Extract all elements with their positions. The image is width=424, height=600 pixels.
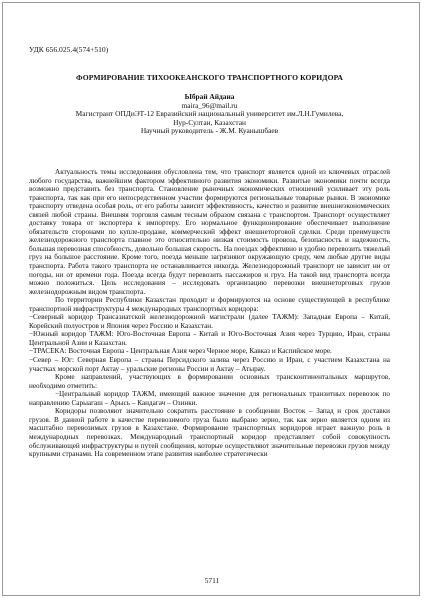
udk-code: УДК 656.025.4(574+510) — [29, 45, 109, 54]
article-body — [29, 168, 390, 459]
author-name: Ыбрай Айдана — [184, 92, 235, 101]
list-item-north-corridor: −Северный коридор Трансазиатской железнодорожной магистрали (далее ТАЖМ): Западная Европа – Китай, Корейский полуостров и Япония через Россию и Казахстан. — [29, 313, 390, 330]
list-item-south-corridor: −Южный коридор ТАЖМ: Юго-Восточная Европа - Китай и Юго-Восточная Азия через Турцию, Иран, страны Центральной Азии и Казахстан. — [29, 330, 390, 347]
supervisor: Научный руководитель - Ж.М. Куанышбаев — [140, 126, 279, 136]
paragraph-corridors-benefits: Коридоры позволяют значительно сократить расстояние в сообщении Восток – Запад и срок доставки грузов. В данной работе в качестве перевозимого груза было выбрано зерно, так как зерно является одним из масштабно перевозимых грузов в Казахстане. Формирование транспортных коридоров играет важную роль в международных перевозках. Международный транспортный коридор представляет собой совокупность обслуживающей инфраструктуры и путей сообщения, которые осуществляют значительные перевозки грузов между крупными странами. На современном этапе развития наиболее стратегически — [29, 407, 390, 459]
author-block — [29, 93, 390, 136]
document-page — [2, 2, 420, 596]
paragraph-relevance: Актуальность темы исследования обусловлена тем, что транспорт является одной из ключевых отраслей любого государства, важнейшим фактором эффективного развития экономики. Развитые экономики почти всегда возможно представить без транспорта. Становление рыночных экономических отношений усиливает эту роль транспорта, так как при его непосредственном участии формируются региональные товарные рынки. В экономике транспорту отведена особая роль, от его работы зависит эффективность, качество и развитие внешнеэкономических связей любой страны. Внешняя торговля самым тесным образом связана с транспортом. Транспорт осуществляет доставку товара от экспортера к импортеру. Его нормальное функционирование обеспечивает выполнение обязательств сторонами по купле-продаже, коммерческий эффект внешнеторговой сделки. Среди преимуществ железнодорожного транспорта главное это относительно низкая стоимость провоза, безопасность и надежность, большая перевозная способность, довольно большая скорость. На поездах эффективно и удобно перевозить тяжелый груз на большое расстояние. Кроме того, поезда меньше загрязняют окружающую среду, чем любые другие виды транспорта. Работа такого транспорта не останавливается никогда. Железнодорожный транспорт не зависит ни от погоды, ни от времени года. Поезда всегда будут перевозить пассажиров и груз. На такой вид транспорта всегда можно положиться. Цель исследования – исследовать организацию перевозки внешнеторговых грузов железнодорожным видом транспорта. — [29, 168, 390, 296]
list-item-traseca: −ТРАСЕКА: Восточная Европа - Центральная Азия через Черное море, Кавказ и Каспийское море. — [29, 347, 332, 356]
paragraph-corridors-intro: По территории Республики Казахстан проходит и формируются на основе существующей в республике транспортной инфраструктуры 4 международных транспортных коридора: — [29, 296, 390, 313]
list-item-central-corridor: −Центральный коридор ТАЖМ, имеющий важное значение для региональных транзитных перевозок по направлению Сарыагаш – Арысь – Кандагач – Озинки. — [29, 390, 390, 407]
list-item-north-south: −Север – Юг: Северная Европа – страны Персидского залива через Россию и Иран, с участием Казахстана на участках морской порт Актау – уральские регионы России и Актау – Атырау. — [29, 356, 390, 373]
article-title: ФОРМИРОВАНИЕ ТИХООКЕАНСКОГО ТРАНСПОРТНОГО КОРИДОРА — [76, 73, 343, 82]
author-location: Нур-Султан, Казахстан — [173, 117, 246, 127]
page-number: 5711 — [204, 576, 220, 585]
author-email[interactable]: maira_96@mail.ru — [181, 100, 238, 110]
paragraph-directions: Кроме направлений, участвующих в формировании основных трансконтинентальных маршрутов, необходимо отметить: — [29, 373, 390, 390]
author-affiliation: Магистрант ОПДиЭТ-12 Евразийский национальный университет им.Л.Н.Гумилева, — [75, 109, 344, 119]
